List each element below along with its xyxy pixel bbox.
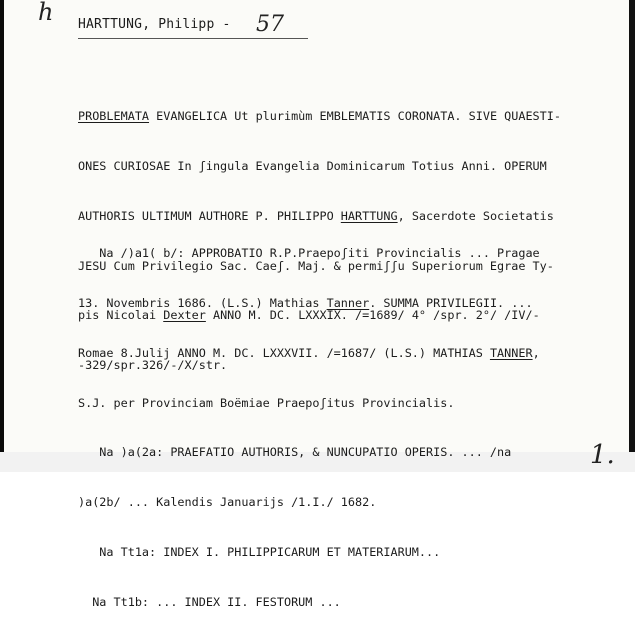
note-text: Romae 8.Julij ANNO M. DC. LXXXVII. /=1687/ (L.S.) MATHIAS bbox=[78, 345, 490, 360]
handwritten-card-number: 57 bbox=[256, 12, 284, 37]
notes-block bbox=[78, 212, 540, 643]
note-line bbox=[78, 295, 540, 312]
note-line: Na )a(2a: PRAEFATIO AUTHORIS, & NUNCUPATIO OPERIS. ... /na bbox=[78, 445, 512, 460]
note-line: Na /)a1( b/: APPROBATIO R.P.Praepoʃiti Provincialis ... Pragae bbox=[78, 246, 540, 261]
note-line: Na Tt1a: INDEX I. PHILIPPICARUM ET MATERIARUM... bbox=[78, 544, 441, 559]
entry-line: JESU Cum Privilegio Sac. Caeʃ. Maj. & permiʃʃu Superiorum Egrae Ty- bbox=[78, 258, 554, 273]
author-surname: HARTTUNG, bbox=[78, 17, 151, 32]
header-dash: - bbox=[222, 17, 231, 32]
entry-line: -329/spr.326/-/X/str. bbox=[78, 358, 228, 373]
note-line: S.J. per Provinciam Boëmiae Praepoʃitus Provincialis. bbox=[78, 395, 455, 410]
handwritten-mark: h bbox=[38, 0, 54, 26]
note-line: )a(2b/ ... Kalendis Januarijs /1.I./ 1682. bbox=[78, 495, 377, 510]
name-underlined: Tanner bbox=[326, 295, 370, 310]
entry-text: EVANGELICA Ut plurimùm EMBLEMATIS CORONATA. SIVE QUAESTI- bbox=[149, 109, 561, 124]
scan-edge-right bbox=[629, 0, 635, 472]
note-text: , bbox=[532, 345, 540, 360]
author-forename: Philipp bbox=[158, 17, 215, 32]
name-underlined: TANNER bbox=[489, 345, 533, 360]
entry-text: AUTHORIS ULTIMUM AUTHORE P. PHILIPPO bbox=[78, 208, 341, 223]
entry-line bbox=[78, 108, 561, 125]
printer-underlined: Dexter bbox=[163, 308, 206, 323]
entry-text: ANNO M. DC. LXXXIX. /=1689/ 4° /spr. 2°/ /IV/- bbox=[205, 308, 540, 323]
author-underlined: HARTTUNG bbox=[340, 208, 398, 223]
note-line bbox=[78, 345, 540, 362]
scan-edge-left bbox=[0, 0, 4, 472]
handwritten-corner-number: 1. bbox=[590, 440, 615, 470]
note-line: Na Tt1b: ... INDEX II. FESTORUM ... bbox=[78, 594, 341, 609]
title-start: PROBLEMATA bbox=[78, 109, 150, 124]
header-underline bbox=[78, 38, 308, 39]
entry-text: , Sacerdote Societatis bbox=[397, 208, 554, 223]
card-header bbox=[78, 17, 231, 32]
entry-line: ONES CURIOSAE In ʃingula Evangelia Dominicarum Totius Anni. OPERUM bbox=[78, 158, 547, 173]
note-text: . SUMMA PRIVILEGII. ... bbox=[369, 295, 533, 310]
entry-text: pis Nicolai bbox=[78, 308, 164, 323]
note-text: 13. Novembris 1686. (L.S.) Mathias bbox=[78, 295, 327, 310]
